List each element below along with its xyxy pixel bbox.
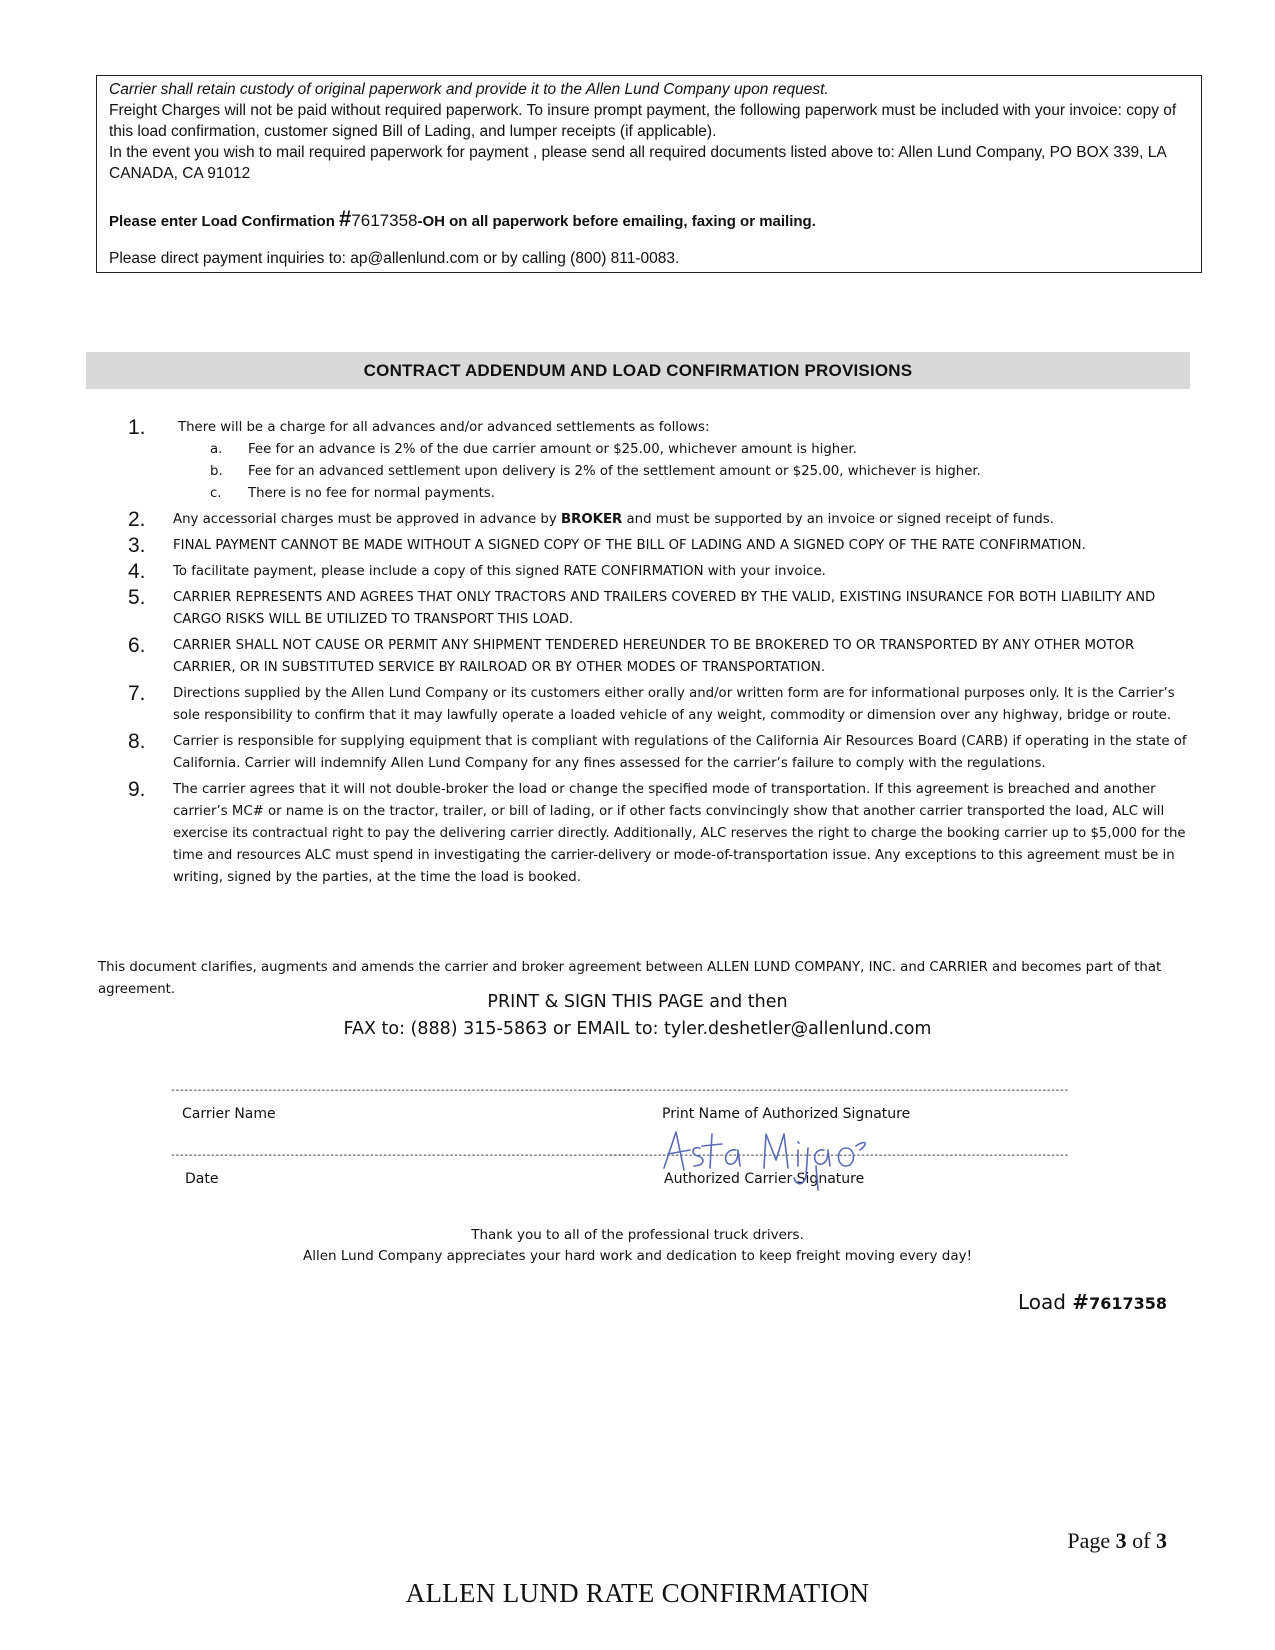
agreement-clarification: This document clarifies, augments and amends the carrier and broker agreement between ALLEN LUND COMPANY, INC. and CARRIER and becomes part of that agreement. [98, 960, 1162, 997]
provision-text: FINAL PAYMENT CANNOT BE MADE WITHOUT A SIGNED COPY OF THE BILL OF LADING AND A SIGNED COPY OF THE RATE CONFIRMATION. [173, 538, 1086, 553]
subitem-letter: b. [210, 464, 223, 479]
signature-line[interactable]: -------------------------------------------------------------------------------------------------------- [608, 1150, 1068, 1161]
provision-item [128, 683, 1188, 727]
handwritten-signature [660, 1120, 880, 1200]
print-name-label: Print Name of Authorized Signature [662, 1106, 911, 1122]
provision-text: There will be a charge for all advances and/or advanced settlements as follows: [178, 420, 710, 435]
provision-number: 4. [128, 560, 146, 583]
provision-item [128, 417, 1188, 439]
provision-number: 3. [128, 534, 146, 557]
provision-number: 2. [128, 508, 146, 531]
provision-number: 8. [128, 730, 146, 753]
provision-number: 7. [128, 682, 146, 705]
thanks-line-2: Allen Lund Company appreciates your hard work and dedication to keep freight moving every day! [302, 1248, 972, 1264]
section-title: CONTRACT ADDENDUM AND LOAD CONFIRMATION PROVISIONS [363, 360, 913, 380]
provision-text: Carrier is responsible for supplying equipment that is compliant with regulations of the California Air Resources Board (CARB) if operating in the state of California. Carrier will indemnify Allen Lund Company for any fines assessed for the carrier’s failure to comply with the regulations. [173, 734, 1187, 771]
provisions-list [128, 417, 1188, 889]
driver-thanks [0, 1225, 1275, 1267]
provision-number: 5. [128, 586, 146, 609]
page-of: of [1126, 1528, 1156, 1553]
confirm-suffix: -OH on all paperwork before emailing, faxing or mailing. [417, 213, 816, 230]
provision-text: CARRIER REPRESENTS AND AGREES THAT ONLY TRACTORS AND TRAILERS COVERED BY THE VALID, EXISTING INSURANCE FOR BOTH LIABILITY AND CARGO RISKS WILL BE UTILIZED TO TRANSPORT THIS LOAD. [173, 590, 1156, 627]
freight-charges-notice: Freight Charges will not be paid without required paperwork. To insure prompt payment, the following paperwork must be included with your invoice: copy of this load confirmation, customer signed Bill of Lading, and lumper receipts (if applicable). [109, 102, 1177, 140]
load-confirmation-instruction [109, 208, 1189, 232]
subitem-text: There is no fee for normal payments. [248, 486, 495, 501]
carrier-name-line[interactable]: -------------------------------------------------------------------------------------------------------- [170, 1085, 630, 1096]
subitem-letter: a. [210, 442, 223, 457]
provision-subitem [210, 439, 1188, 461]
mail-paperwork-notice: In the event you wish to mail required paperwork for payment , please send all required documents listed above to: Allen Lund Company, PO BOX 339, LA CANADA, CA 91012 [109, 144, 1166, 182]
date-label: Date [185, 1171, 219, 1187]
provision-subitem [210, 461, 1188, 483]
carrier-name-label: Carrier Name [182, 1106, 276, 1122]
custody-notice: Carrier shall retain custody of original paperwork and provide it to the Allen Lund Company upon request. [109, 81, 829, 98]
confirm-number: 7617358 [351, 211, 418, 230]
provision-text: CARRIER SHALL NOT CAUSE OR PERMIT ANY SHIPMENT TENDERED HEREUNDER TO BE BROKERED TO OR TRANSPORTED BY ANY OTHER MOTOR CARRIER, OR IN SUBSTITUTED SERVICE BY RAILROAD OR BY OTHER MODES OF TRANSPORTATION. [173, 638, 1135, 675]
page-total: 3 [1156, 1528, 1167, 1553]
provision-item [128, 779, 1188, 889]
provision-text: The carrier agrees that it will not double-broker the load or change the specified mode of transportation. If this agreement is breached and another carrier’s MC# or name is on the tractor, trailer, or bill of lading, or if other facts convincingly show that another carrier transported the load, ALC will exercise its contractual right to pay the delivering carrier directly. Additionally, ALC reserves the right to charge the booking carrier up to $5,000 for the time and resources ALC must spend in investigating the carrier-delivery or mode-of-transportation issue. Any exceptions to this agreement must be in writing, signed by the parties, at the time the load is booked. [173, 782, 1186, 885]
provision-text [173, 509, 1188, 531]
load-prefix: Load [1017, 1290, 1073, 1314]
provision-number: 1. [128, 416, 146, 439]
provision-text: Directions supplied by the Allen Lund Company or its customers either orally and/or written form are for informational purposes only. It is the Carrier’s sole responsibility to confirm that it may lawfully operate a loaded vehicle of any weight, commodity or dimension over any highway, bridge or route. [173, 686, 1175, 723]
provision-item [128, 587, 1188, 631]
provision-item [128, 561, 1188, 583]
section-header [86, 352, 1190, 389]
provision-item [128, 509, 1188, 531]
provision-text-pre: Any accessorial charges must be approved in advance by [173, 512, 561, 527]
page-current: 3 [1115, 1528, 1127, 1553]
payment-inquiries: Please direct payment inquiries to: ap@allenlund.com or by calling (800) 811-0083. [109, 250, 680, 267]
provision-item [128, 535, 1188, 557]
provision-text: To facilitate payment, please include a copy of this signed RATE CONFIRMATION with your invoice. [173, 564, 826, 579]
provision-number: 9. [128, 778, 146, 801]
print-sign-instruction: PRINT & SIGN THIS PAGE and then [487, 992, 788, 1012]
provision-item [128, 731, 1188, 775]
authorized-signature-label: Authorized Carrier Signature [664, 1171, 865, 1187]
provision-item [128, 635, 1188, 679]
provision-number: 6. [128, 634, 146, 657]
load-reference [1018, 1290, 1167, 1314]
subitem-letter: c. [210, 486, 222, 501]
footer-title: ALLEN LUND RATE CONFIRMATION [405, 1578, 870, 1608]
thanks-line-1: Thank you to all of the professional truck drivers. [471, 1227, 804, 1243]
paperwork-notice-box [96, 75, 1202, 273]
date-line[interactable]: -------------------------------------------------------------------------------------------------------- [170, 1150, 630, 1161]
fax-email-instruction: FAX to: (888) 315-5863 or EMAIL to: tyler.deshetler@allenlund.com [343, 1019, 932, 1039]
page-prefix: Page [1067, 1528, 1116, 1553]
provision-text-post: and must be supported by an invoice or signed receipt of funds. [622, 512, 1054, 527]
load-hash: # [1072, 1290, 1090, 1314]
confirm-hash: # [339, 206, 352, 231]
print-name-line[interactable]: -------------------------------------------------------------------------------------------------------- [608, 1085, 1068, 1096]
confirm-prefix: Please enter Load Confirmation [109, 213, 340, 230]
load-number: 7617358 [1089, 1294, 1167, 1313]
provision-subitem [210, 483, 1188, 505]
page-number [1067, 1528, 1167, 1554]
broker-emphasis: BROKER [560, 512, 623, 527]
subitem-text: Fee for an advanced settlement upon delivery is 2% of the settlement amount or $25.00, whichever is higher. [248, 464, 981, 479]
subitem-text: Fee for an advance is 2% of the due carrier amount or $25.00, whichever amount is higher. [248, 442, 857, 457]
